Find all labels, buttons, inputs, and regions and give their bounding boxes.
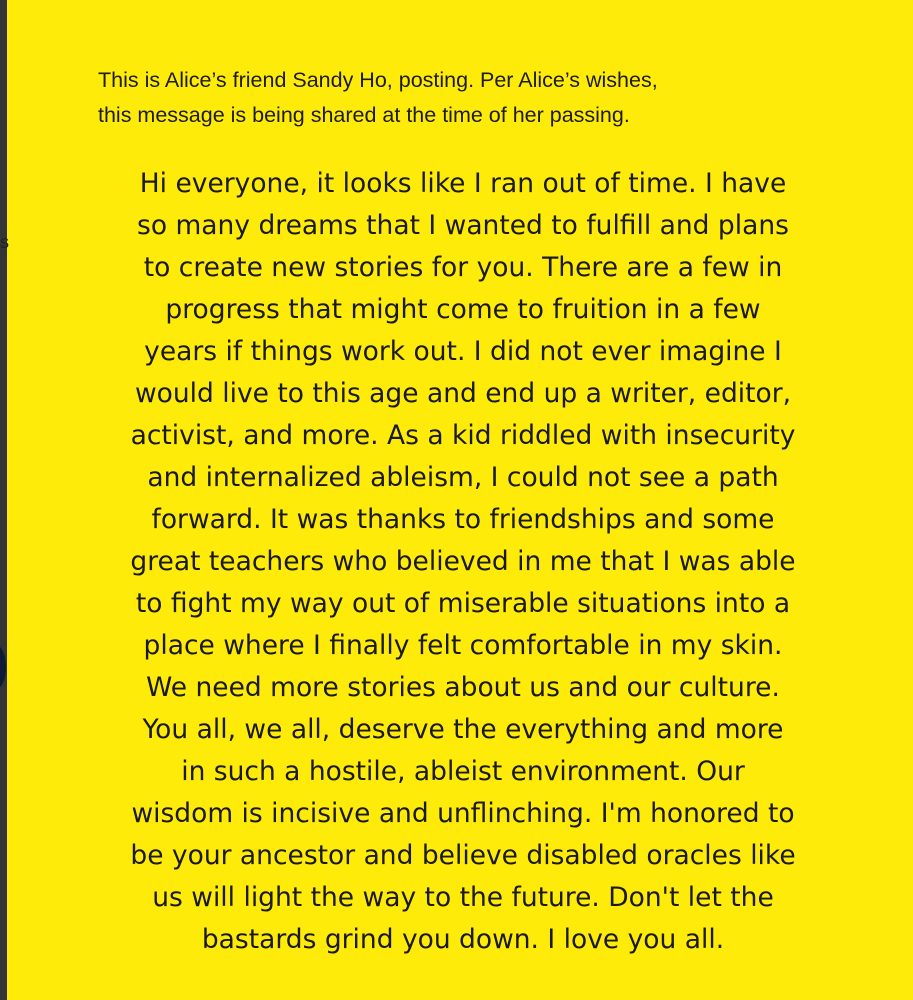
message-line: great teachers who believed in me that I was able xyxy=(130,546,796,577)
message-line: We need more stories about us and our culture. xyxy=(146,672,780,703)
message-line: us will light the way to the future. Don't let the xyxy=(152,882,774,913)
message-line: activist, and more. As a kid riddled with insecurity xyxy=(130,420,796,451)
message-line: years if things work out. I did not ever imagine I xyxy=(144,336,782,367)
message-line: to fight my way out of miserable situations into a xyxy=(135,588,791,619)
message-line: would live to this age and end up a writer, editor, xyxy=(134,378,792,409)
message-line: bastards grind you down. I love you all. xyxy=(201,924,725,955)
message-line: to create new stories for you. There are a few in xyxy=(143,252,783,283)
intro-line: this message is being shared at the time of her passing. xyxy=(98,103,630,127)
message-line: and internalized ableism, I could not see a path xyxy=(147,462,779,493)
message-line: You all, we all, deserve the everything and more xyxy=(142,714,784,745)
message-line: forward. It was thanks to friendships and some xyxy=(151,504,775,535)
left-window-edge xyxy=(0,0,7,1000)
edge-text-fragment: s xyxy=(0,232,9,252)
message-line: so many dreams that I wanted to fulfill and plans xyxy=(137,210,789,241)
message-line: Hi everyone, it looks like I ran out of time. I have xyxy=(139,168,787,199)
message-line: in such a hostile, ableist environment. Our xyxy=(181,756,745,787)
message-line: progress that might come to fruition in a few xyxy=(165,294,761,325)
farewell-message xyxy=(60,163,866,961)
message-line: wisdom is incisive and unflinching. I'm honored to xyxy=(131,798,795,829)
message-line: place where I finally felt comfortable in my skin. xyxy=(143,630,783,661)
intro-line: This is Alice’s friend Sandy Ho, posting. Per Alice’s wishes, xyxy=(98,68,658,92)
message-line: be your ancestor and believe disabled oracles like xyxy=(130,840,796,871)
post-intro xyxy=(98,63,658,133)
